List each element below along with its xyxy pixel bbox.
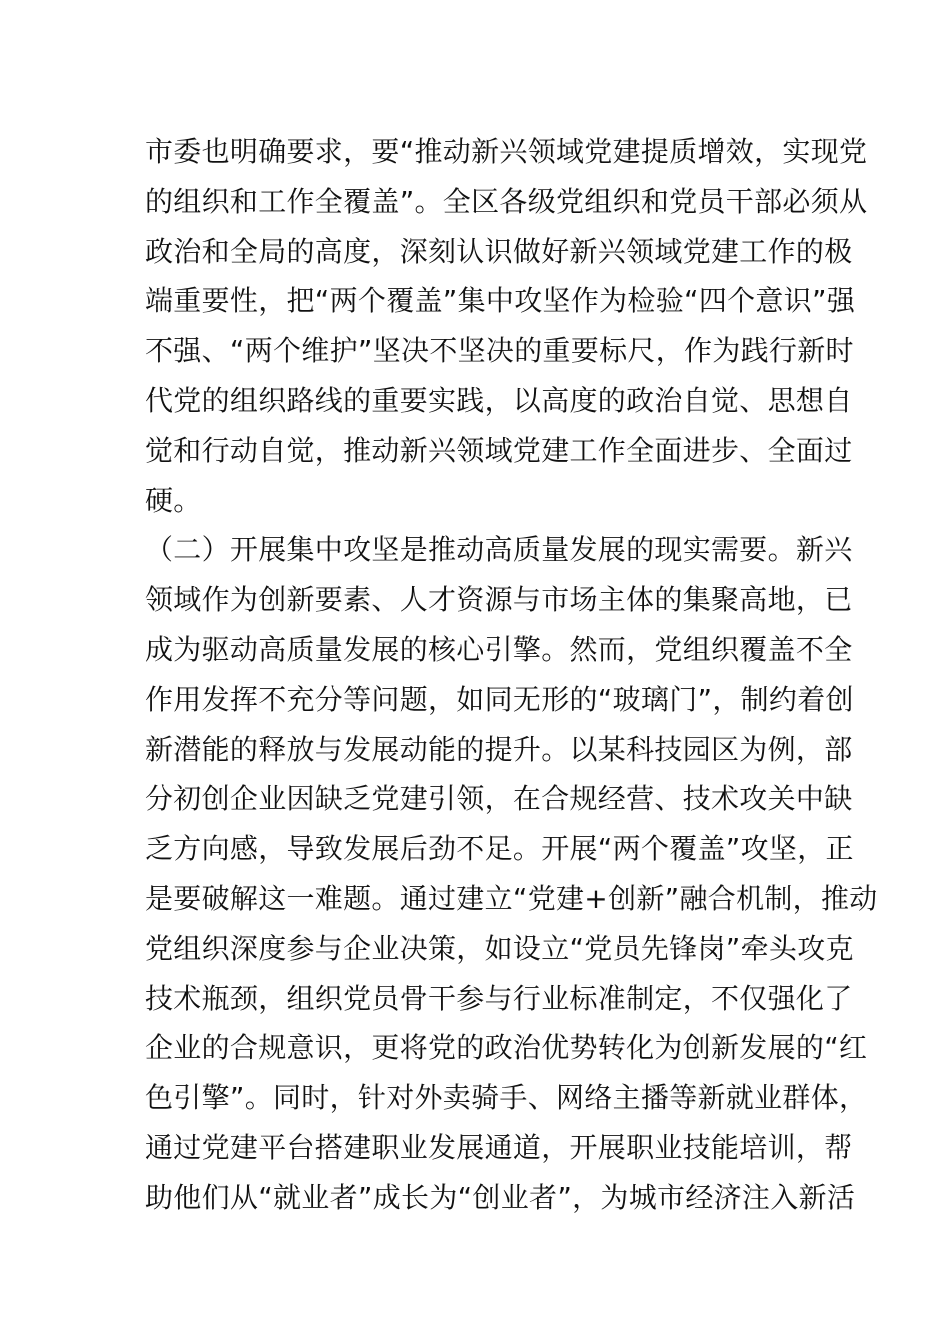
text-line: 色引擎”。同时，针对外卖骑手、网络主播等新就业群体， (145, 1081, 868, 1115)
text-line: 助他们从“就业者”成长为“创业者”，为城市经济注入新活 (145, 1180, 856, 1214)
text-line: 分初创企业因缺乏党建引领，在合规经营、技术攻关中缺 (145, 782, 853, 816)
text-line: 新潜能的释放与发展动能的提升。以某科技园区为例，部 (145, 732, 853, 766)
text-line: 企业的合规意识，更将党的政治优势转化为创新发展的“红 (145, 1031, 868, 1065)
text-line: 政治和全局的高度，深刻认识做好新兴领域党建工作的极 (145, 234, 853, 268)
text-line: 技术瓶颈，组织党员骨干参与行业标准制定，不仅强化了 (145, 981, 853, 1015)
text-line: 乏方向感，导致发展后劲不足。开展“两个覆盖”攻坚，正 (145, 832, 854, 866)
text-line: 代党的组织路线的重要实践，以高度的政治自觉、思想自 (145, 383, 853, 417)
text-line: 通过党建平台搭建职业发展通道，开展职业技能培训，帮 (145, 1130, 853, 1164)
body-text (145, 127, 878, 1223)
section-heading-line: （二）开展集中攻坚是推动高质量发展的现实需要。新兴 (145, 533, 853, 567)
text-line: 成为驱动高质量发展的核心引擎。然而，党组织覆盖不全 (145, 632, 853, 666)
text-line: 作用发挥不充分等问题，如同无形的“玻璃门”，制约着创 (145, 682, 854, 716)
text-line: 市委也明确要求，要“推动新兴领域党建提质增效，实现党 (145, 135, 868, 168)
text-line: 领域作为创新要素、人才资源与市场主体的集聚高地，已 (145, 583, 853, 617)
text-line: 党组织深度参与企业决策，如设立“党员先锋岗”牵头攻克 (145, 931, 854, 965)
text-line: 的组织和工作全覆盖”。全区各级党组织和党员干部必须从 (145, 184, 868, 218)
text-line: 是要破解这一难题。通过建立“党建+创新”融合机制，推动 (145, 881, 878, 915)
text-line: 端重要性，把“两个覆盖”集中攻坚作为检验“四个意识”强 (145, 284, 856, 318)
text-line: 觉和行动自觉，推动新兴领域党建工作全面进步、全面过 (145, 433, 853, 467)
text-line: 硬。 (145, 483, 202, 517)
text-line: 不强、“两个维护”坚决不坚决的重要标尺，作为践行新时 (145, 334, 854, 368)
